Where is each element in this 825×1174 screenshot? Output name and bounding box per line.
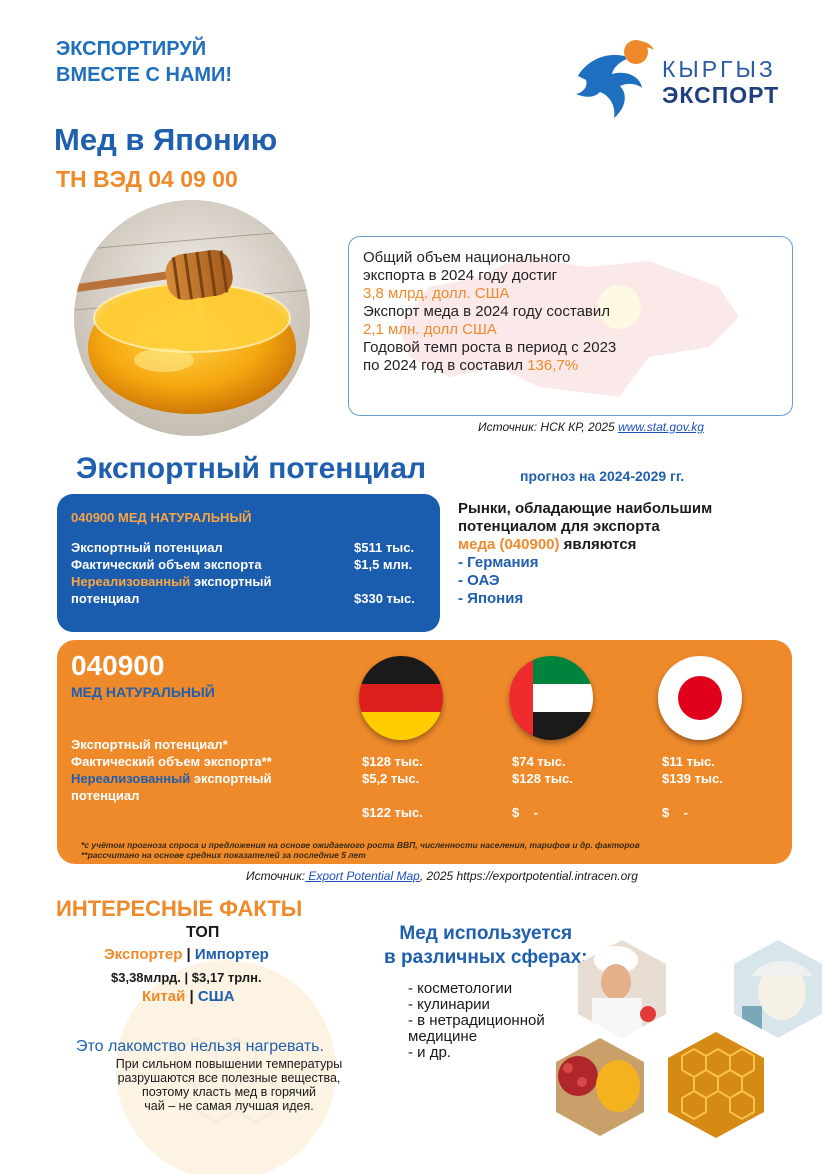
list-item: - косметологии — [408, 980, 513, 997]
forecast-period: прогноз на 2024-2029 гг. — [520, 468, 685, 484]
top-markets: Рынки, обладающие наибольшим потенциалом для экспорта меда (040900) являются - Германия - ОАЭ - Япония — [458, 500, 713, 607]
honey-berries-image — [552, 1034, 648, 1140]
list-item: - и др. — [408, 1044, 451, 1061]
list-item: - кулинарии — [408, 996, 490, 1013]
facts-values: $3,38млрд. | $3,17 трлн. — [111, 970, 262, 985]
japan-values: $11 тыс. $139 тыс. $ - — [662, 754, 723, 820]
no-heat-description: При сильном повышении температуры разрушаются все полезные вещества, поэтому класть мед в горячий чай – не самая лучшая идея. — [115, 1057, 343, 1113]
uses-list — [408, 981, 545, 1061]
country-potential-card: 040900 МЕД НАТУРАЛЬНЫЙ Экспортный потенциал* Фактический объем экспорта** Нереализованный экспортный потенциал $128 тыс. $5,2 тыс. $122 тыс. $74 тыс. $128 тыс. $ - $11 тыс. $139 тыс. $ - *с учётом прогноза спроса и предложения на основе ожидаемого роста ВВП, численности населения, тарифов и др. факторов **рассчитано на основе средних показателей за последние 5 лет — [57, 640, 792, 864]
hs-code: ТН ВЭД 04 09 00 — [56, 166, 238, 192]
facts-countries: Китай | США — [142, 988, 235, 1005]
uae-flag-icon — [509, 656, 593, 740]
uae-values: $74 тыс. $128 тыс. $ - — [512, 754, 573, 820]
chef-image — [572, 936, 672, 1042]
top-label: ТОП — [186, 924, 220, 941]
uses-photo-collage — [552, 936, 825, 1174]
logo-text: КЫРГЫЗ ЭКСПОРТ — [662, 56, 780, 108]
source-export-potential: Источник: Export Potential Map, 2025 https://exportpotential.intracen.org — [246, 869, 638, 883]
honeycomb-image — [662, 1028, 768, 1142]
product-potential-card: 040900 МЕД НАТУРАЛЬНЫЙ Экспортный потенциал $511 тыс. Фактический объем экспорта $1,5 млн. Нереализованный экспортный потенциал $330 тыс. — [57, 494, 440, 632]
export-potential-map-link[interactable]: Export Potential Map — [305, 869, 420, 883]
market-item: - ОАЭ — [458, 572, 500, 589]
cosmetology-image — [728, 936, 825, 1042]
japan-flag-icon — [658, 656, 742, 740]
market-item: - Япония — [458, 590, 524, 607]
stat-gov-link[interactable]: www.stat.gov.kg — [618, 420, 704, 434]
honey-bowl-image — [74, 200, 310, 436]
source-nsk: Источник: НСК КР, 2025 www.stat.gov.kg — [478, 420, 704, 434]
no-heat-fact: Это лакомство нельзя нагревать. — [76, 1038, 324, 1055]
national-export-stats: Общий объем национального экспорта в 2024 году достиг 3,8 млрд. долл. США Экспорт меда в 2024 году составил 2,1 млн. долл США Годовой темп роста в период с 2023 по 2024 год в составил 136,7% — [348, 236, 793, 416]
export-potential-title: Экспортный потенциал — [76, 452, 427, 485]
footnotes: *с учётом прогноза спроса и предложения на основе ожидаемого роста ВВП, численности населения, тарифов и др. факторов **рассчитано на основе средних показателей за последние 5 лет — [81, 840, 640, 860]
germany-values: $128 тыс. $5,2 тыс. $122 тыс. — [362, 754, 423, 820]
list-item: - в нетрадиционной — [408, 1012, 545, 1029]
germany-flag-icon — [359, 656, 443, 740]
slogan: ЭКСПОРТИРУЙ ВМЕСТЕ С НАМИ! — [56, 38, 233, 86]
page-title: Мед в Японию — [54, 122, 278, 157]
uses-title: Мед используется в различных сферах: — [384, 923, 588, 968]
facts-title: ИНТЕРЕСНЫЕ ФАКТЫ — [56, 896, 303, 921]
facts-roles: Экспортер | Импортер — [104, 946, 269, 963]
list-item: медицине — [408, 1028, 478, 1045]
market-item: - Германия — [458, 554, 539, 571]
logo-emblem — [568, 36, 660, 126]
